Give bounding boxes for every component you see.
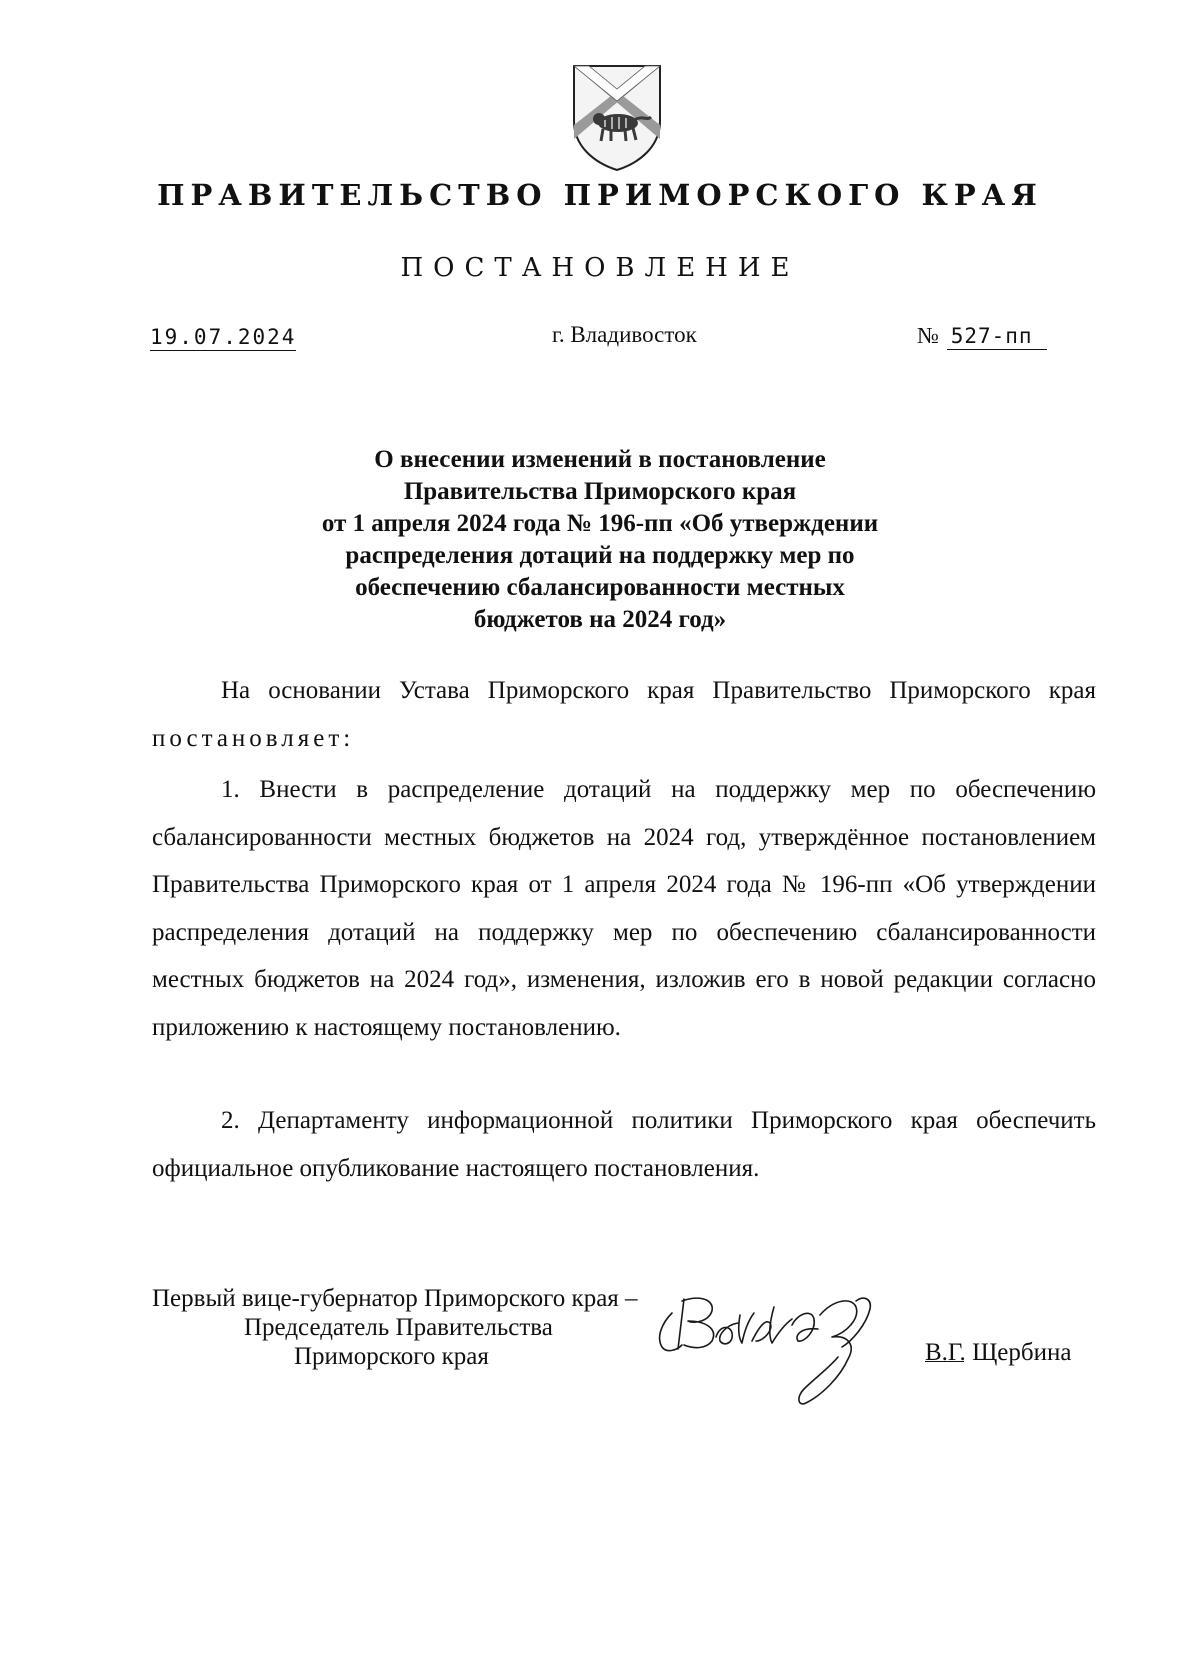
resolves-word: постановляет: — [152, 724, 355, 752]
position-line: Первый вице-губернатор Приморского края – — [152, 1285, 638, 1312]
subject-line: бюджетов на 2024 год» — [473, 606, 727, 633]
subject-line: распределения дотаций на поддержку мер по — [345, 542, 855, 569]
subject-line: Правительства Приморского края — [403, 478, 797, 505]
document-type: ПОСТАНОВЛЕНИЕ — [400, 253, 800, 283]
subject-line: обеспечению сбалансированности местных — [355, 574, 845, 601]
item-1-paragraph: 1. Внести в распределение дотаций на поддержку мер по обеспечению сбалансированности местных бюджетов на 2024 год, утверждённое постановлением Правительства Приморского края от 1 апреля 2024 года № 196-пп «Об утверждении распределения дотаций на поддержку мер по обеспечению сбалансированности местных бюджетов на 2024 год», изменения, изложив его в новой редакции согласно приложению к настоящему постановлению. — [152, 776, 1096, 1041]
subject-line: О внесении изменений в постановление — [374, 446, 826, 473]
position-line: Приморского края — [294, 1343, 489, 1370]
handwritten-signature — [652, 1285, 904, 1415]
position-line: Председатель Правительства — [244, 1314, 553, 1341]
signer-surname: Щербина — [972, 1339, 1072, 1366]
intro-text: На основании Устава Приморского края Правительство Приморского края — [221, 677, 1096, 704]
intro-paragraph — [152, 667, 1096, 762]
subject-line: от 1 апреля 2024 года № 196-пп «Об утверждении — [321, 510, 879, 537]
document-date: 19.07.2024 — [150, 325, 297, 349]
document-number: 527-пп — [947, 324, 1047, 350]
item-2-paragraph: 2. Департаменту информационной политики Приморского края обеспечить официальное опубликование настоящего постановления. — [152, 1107, 1096, 1182]
document-number-field — [917, 323, 1047, 350]
signer-name — [925, 1339, 1071, 1367]
document-city: г. Владивосток — [552, 322, 697, 347]
signatory-position — [152, 1284, 638, 1371]
coat-of-arms-icon — [571, 63, 663, 173]
number-prefix: № — [917, 323, 939, 348]
government-title: ПРАВИТЕЛЬСТВО ПРИМОРСКОГО КРАЯ — [157, 178, 1043, 212]
signer-initials: В.Г. — [925, 1339, 966, 1366]
document-subject — [220, 444, 980, 636]
